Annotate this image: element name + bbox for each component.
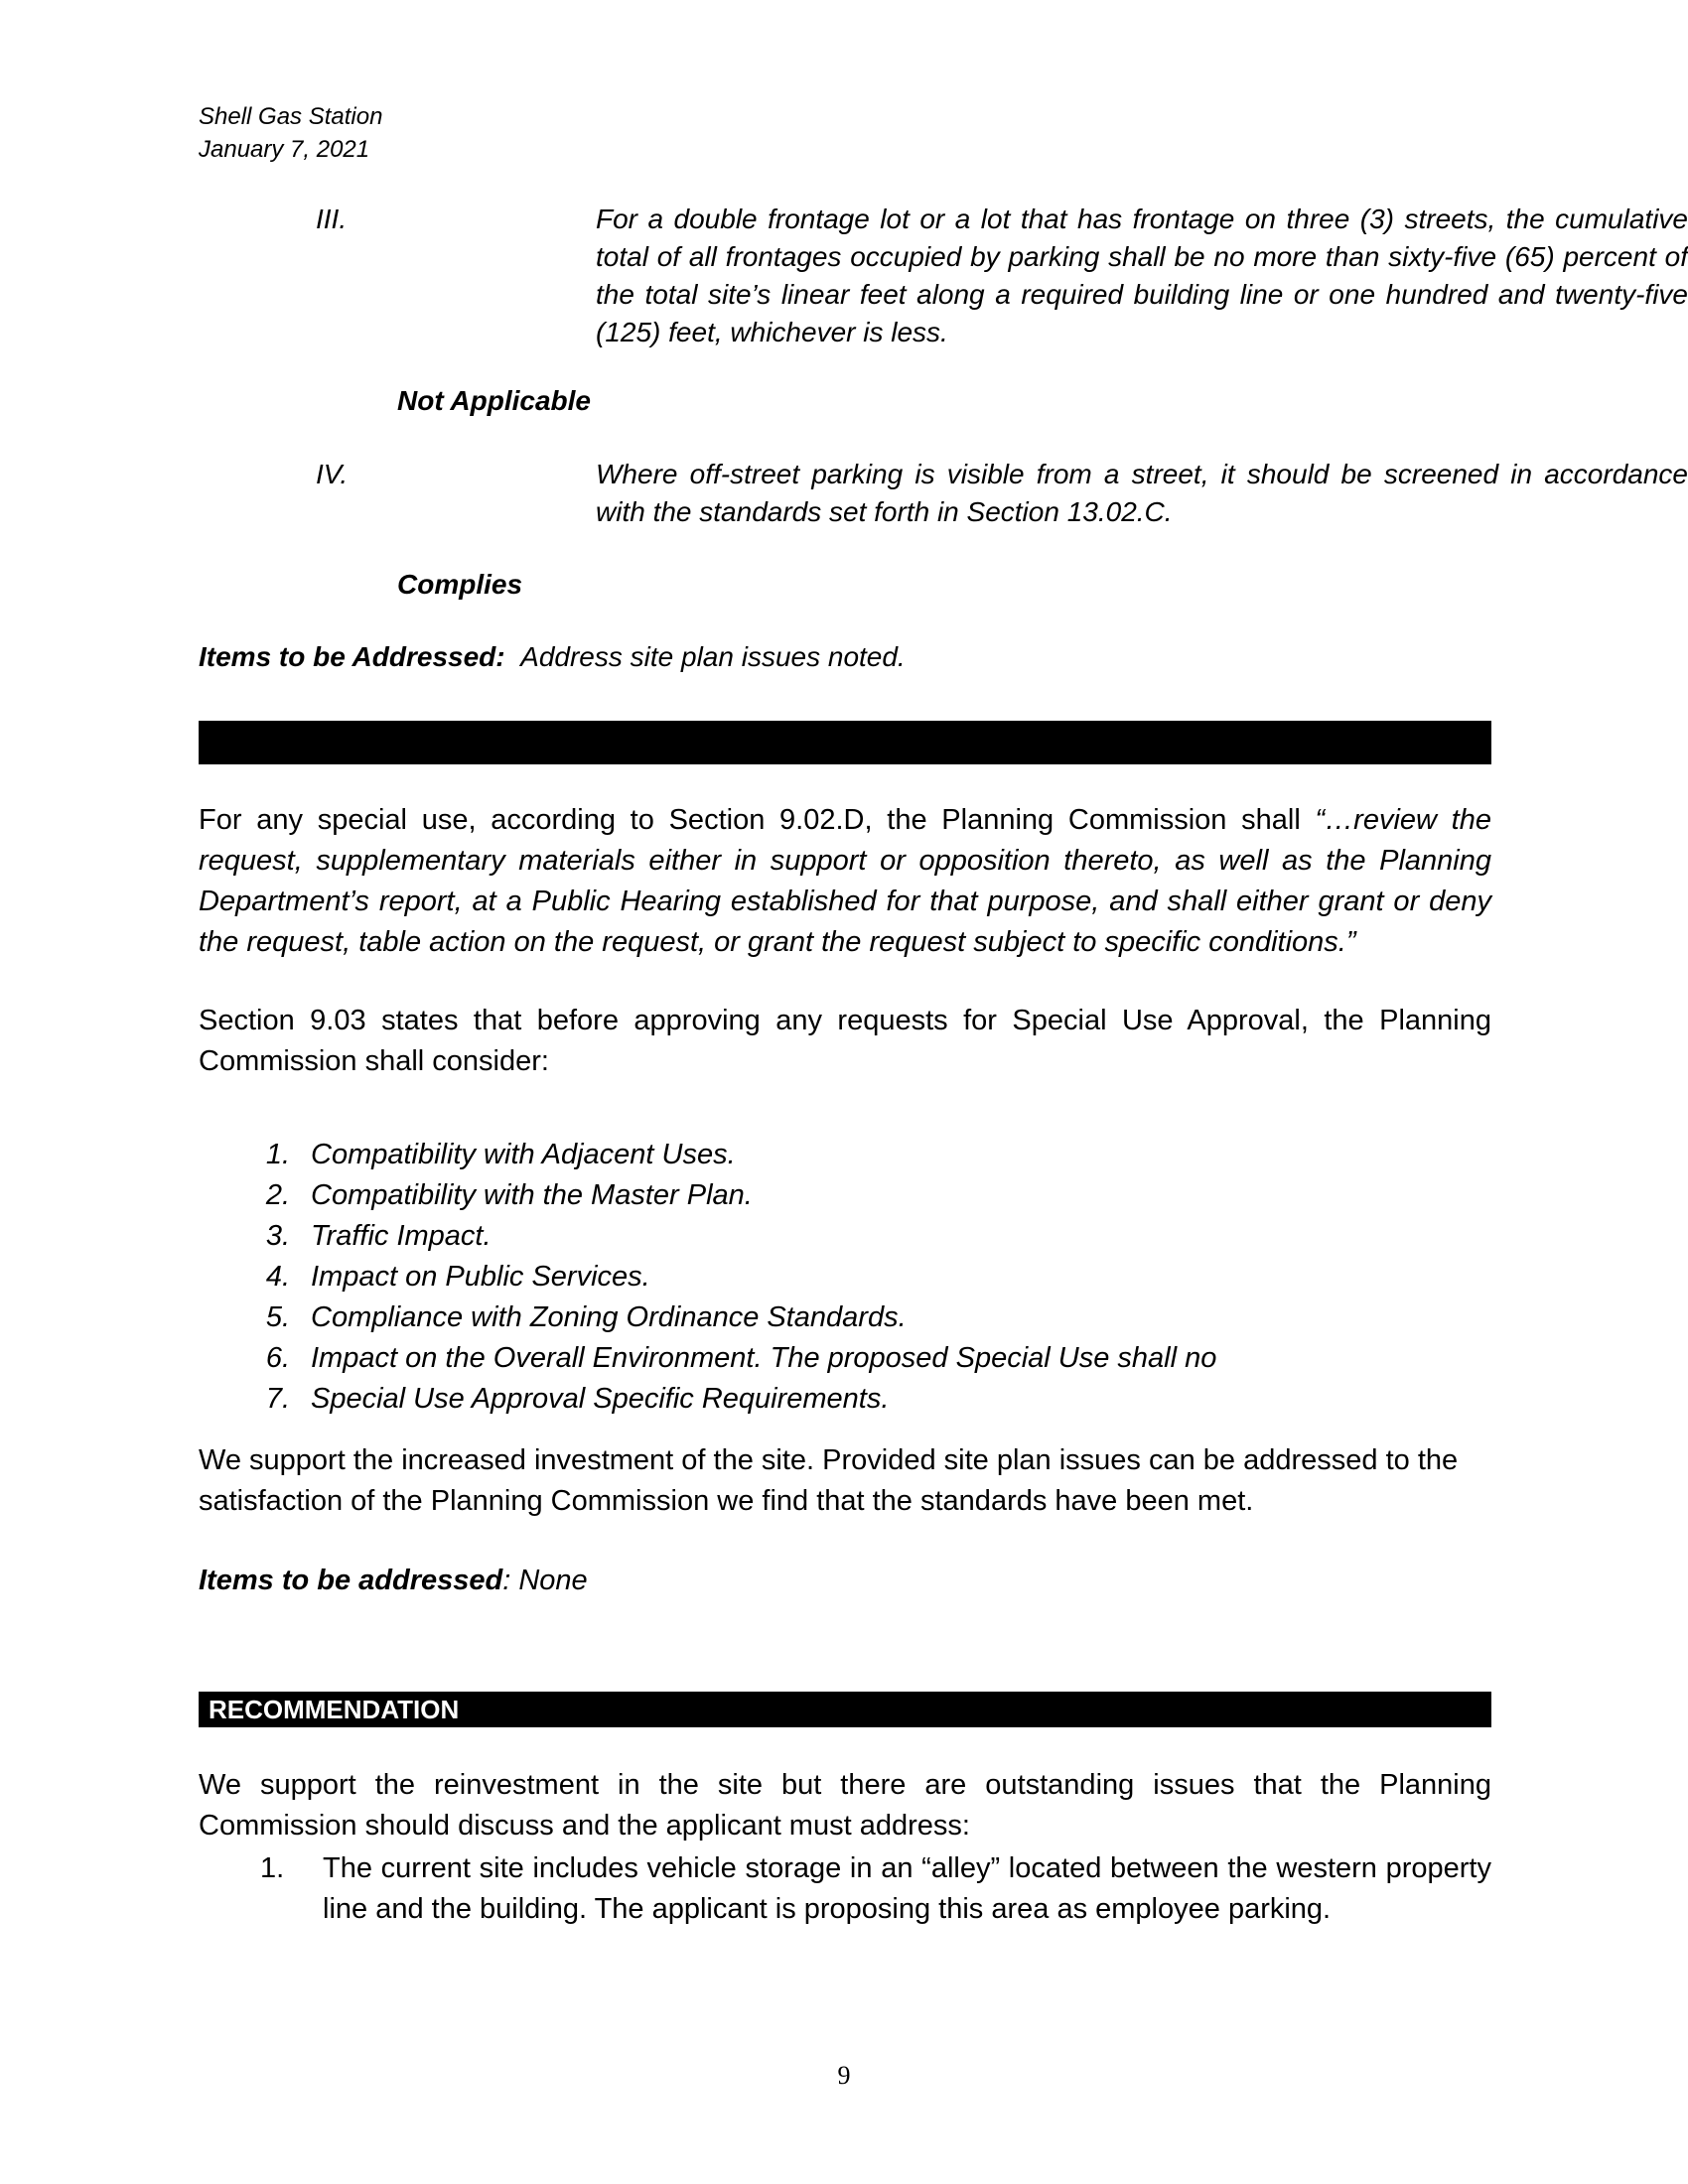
considerations-list: [199, 1135, 1489, 1420]
items-addressed-label: Items to be addressed: [199, 1565, 503, 1596]
header-title: Shell Gas Station: [199, 103, 383, 130]
item-status-complies: Complies: [397, 569, 523, 600]
items-addressed-value: Address site plan issues noted.: [520, 641, 906, 672]
header-date: January 7, 2021: [199, 136, 370, 163]
list-item: 1. Compatibility with Adjacent Uses.: [265, 1139, 736, 1170]
special-use-quote: “…review the request, supplementary materials either in support or opposition thereto, as well as the Planning Department’s report, at a Public Hearing established for that purpose, and shall either grant or deny the request, table action on the request, or grant the request subject to specific conditions.”: [199, 804, 1491, 958]
section-903-paragraph: Section 9.03 states that before approving any requests for Special Use Approval, the Planning Commission shall consider:: [199, 1005, 1491, 1077]
items-to-be-addressed-1: [199, 638, 906, 676]
list-item: 6. Impact on the Overall Environment. The proposed Special Use shall no: [265, 1342, 1217, 1374]
item-text: For a double frontage lot or a lot that has frontage on three (3) streets, the cumulative total of all frontages occupied by parking shall be no more than sixty-five (65) percent of the total site’s linear feet along a required building line or one hundred and twenty-five (125) feet, whichever is less.: [596, 204, 1688, 347]
page-number: 9: [837, 2061, 851, 2090]
recommendation-paragraph: We support the reinvestment in the site but there are outstanding issues that the Planning Commission should discuss and the applicant must address:: [199, 1769, 1491, 1842]
section-heading-bar: [199, 721, 1491, 764]
list-item: 7. Special Use Approval Specific Requirements.: [265, 1383, 890, 1415]
special-use-paragraph: [199, 800, 1491, 963]
list-number: 1.: [260, 1852, 285, 1884]
recommendation-heading: RECOMMENDATION: [199, 1692, 1491, 1727]
items-addressed-label: Items to be Addressed:: [199, 641, 505, 672]
list-item: 5. Compliance with Zoning Ordinance Standards.: [265, 1301, 907, 1333]
special-use-intro: For any special use, according to Section 9.02.D, the Planning Commission shall: [199, 804, 1316, 836]
list-item: The current site includes vehicle storage in an “alley” located between the western property line and the building. The applicant is proposing this area as employee parking.: [323, 1852, 1491, 1925]
item-status-not-applicable: Not Applicable: [397, 385, 591, 416]
list-item: 4. Impact on Public Services.: [265, 1261, 650, 1293]
item-text: Where off-street parking is visible from a street, it should be screened in accordance with the standards set forth in Section 13.02.C.: [596, 459, 1688, 527]
running-header: [199, 100, 382, 166]
items-to-be-addressed-2: [199, 1562, 588, 1599]
list-item: 2. Compatibility with the Master Plan.: [265, 1179, 753, 1211]
list-item: 3. Traffic Impact.: [265, 1220, 492, 1252]
item-numeral: III.: [316, 204, 348, 234]
item-numeral: IV.: [316, 459, 349, 489]
support-paragraph: We support the increased investment of the site. Provided site plan issues can be addressed to the satisfaction of the Planning Commission we find that the standards have been met.: [199, 1444, 1459, 1517]
items-addressed-value: : None: [502, 1565, 588, 1596]
